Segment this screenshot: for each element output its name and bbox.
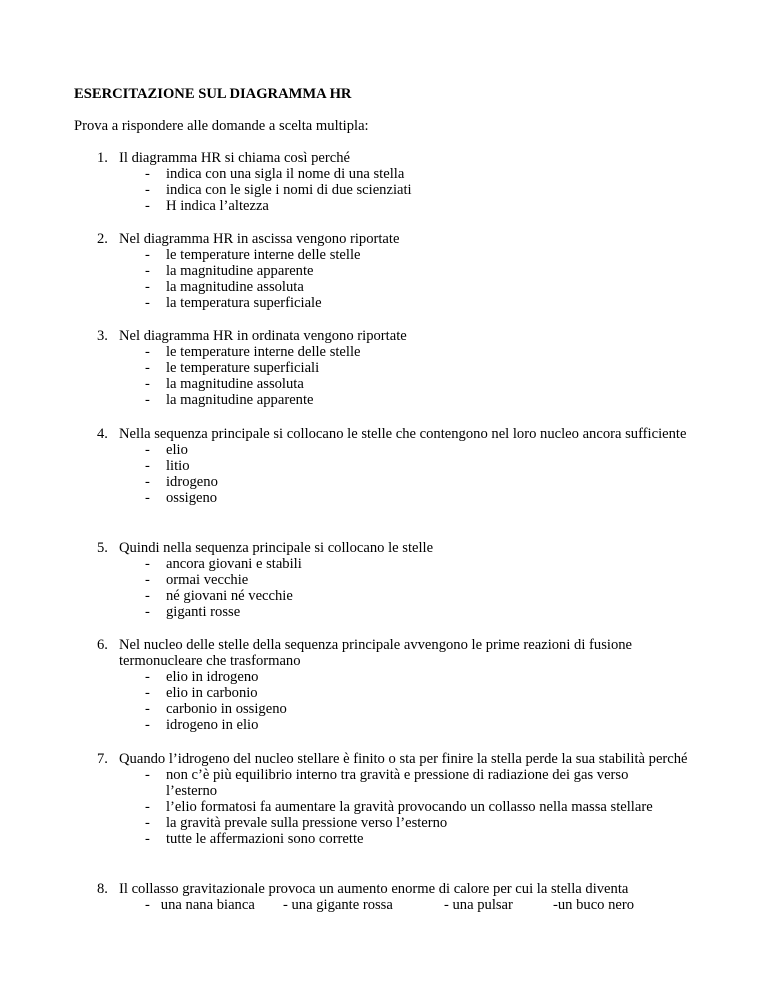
option-item: - indica con le sigle i nomi di due scienziati — [97, 182, 697, 198]
option-text: giganti rosse — [166, 604, 241, 620]
option-text: -un buco nero — [553, 897, 635, 913]
option-text: la magnitudine apparente — [166, 392, 314, 408]
option-item: - la temperatura superficiale — [97, 295, 697, 311]
option-text: H indica l’altezza — [166, 198, 269, 214]
option-text: - una gigante rossa — [283, 897, 393, 913]
question-2 — [97, 231, 697, 311]
option-item: - elio in idrogeno — [97, 669, 697, 685]
option-text: la magnitudine apparente — [166, 263, 314, 279]
option-text: indica con una sigla il nome di una stella — [166, 166, 405, 182]
option-item: - elio in carbonio — [97, 685, 697, 701]
option-text: né giovani né vecchie — [166, 588, 293, 604]
option-item: - ossigeno — [97, 490, 697, 506]
question-7 — [97, 751, 697, 847]
option-item: - ormai vecchie — [97, 572, 697, 588]
option-item: - le temperature interne delle stelle — [97, 344, 697, 360]
question-3 — [97, 328, 697, 408]
option-item: - la magnitudine assoluta — [97, 279, 697, 295]
option-item: - né giovani né vecchie — [97, 588, 697, 604]
intro-text: Prova a rispondere alle domande a scelta multipla: — [74, 118, 369, 134]
option-text: ormai vecchie — [166, 572, 249, 588]
option-text: ossigeno — [166, 490, 218, 506]
option-text: carbonio in ossigeno — [166, 701, 287, 717]
question-number: 1. — [97, 150, 108, 166]
question-number: 2. — [97, 231, 108, 247]
option-text: litio — [166, 458, 190, 474]
option-item: - carbonio in ossigeno — [97, 701, 697, 717]
question-8 — [97, 881, 697, 913]
option-text: la magnitudine assoluta — [166, 279, 304, 295]
option-text: elio — [166, 442, 188, 458]
option-item: - le temperature interne delle stelle — [97, 247, 697, 263]
option-item: - la gravità prevale sulla pressione verso l’esterno — [97, 815, 697, 831]
option-item: - l’elio formatosi fa aumentare la gravità provocando un collasso nella massa stellare — [97, 799, 697, 815]
option-text: idrogeno — [166, 474, 218, 490]
option-text: le temperature superficiali — [166, 360, 320, 376]
question-4 — [97, 426, 697, 506]
document-title: ESERCITAZIONE SUL DIAGRAMMA HR — [74, 86, 352, 102]
question-stem: Il diagramma HR si chiama così perché — [119, 150, 350, 166]
option-text: - una nana bianca — [145, 897, 255, 913]
option-text: indica con le sigle i nomi di due scienziati — [166, 182, 412, 198]
option-text: la temperatura superficiale — [166, 295, 322, 311]
option-text: non c’è più equilibrio interno tra gravità e pressione di radiazione dei gas verso l’esterno — [166, 767, 629, 799]
question-number: 4. — [97, 426, 108, 442]
question-number: 5. — [97, 540, 108, 556]
option-item: - la magnitudine assoluta — [97, 376, 697, 392]
question-5 — [97, 540, 697, 620]
option-text: la gravità prevale sulla pressione verso l’esterno — [166, 815, 448, 831]
option-item: - le temperature superficiali — [97, 360, 697, 376]
option-item: - ancora giovani e stabili — [97, 556, 697, 572]
question-stem: Nel diagramma HR in ordinata vengono riportate — [119, 328, 407, 344]
option-item: - litio — [97, 458, 697, 474]
option-text: le temperature interne delle stelle — [166, 344, 361, 360]
option-text: la magnitudine assoluta — [166, 376, 304, 392]
option-text: elio in carbonio — [166, 685, 258, 701]
option-item: - elio — [97, 442, 697, 458]
option-item: - giganti rosse — [97, 604, 697, 620]
option-text: - una pulsar — [444, 897, 513, 913]
question-stem: Nella sequenza principale si collocano le stelle che contengono nel loro nucleo ancora sufficiente — [119, 426, 687, 442]
question-stem: Il collasso gravitazionale provoca un aumento enorme di calore per cui la stella diventa — [119, 881, 629, 897]
question-number: 3. — [97, 328, 108, 344]
question-stem: Quando l’idrogeno del nucleo stellare è finito o sta per finire la stella perde la sua stabilità perché — [119, 751, 688, 767]
question-1 — [97, 150, 697, 214]
question-number: 8. — [97, 881, 108, 897]
question-6 — [97, 637, 697, 733]
option-text: l’elio formatosi fa aumentare la gravità provocando un collasso nella massa stellare — [166, 799, 653, 815]
question-stem: Nel nucleo delle stelle della sequenza principale avvengono le prime reazioni di fusione termonucleare che trasformano — [119, 637, 633, 669]
option-item: - non c’è più equilibrio interno tra gravità e pressione di radiazione dei gas verso l’esterno — [97, 767, 697, 799]
option-item: - H indica l’altezza — [97, 198, 697, 214]
option-item: - idrogeno in elio — [97, 717, 697, 733]
question-number: 6. — [97, 637, 108, 653]
question-stem: Quindi nella sequenza principale si collocano le stelle — [119, 540, 434, 556]
question-number: 7. — [97, 751, 108, 767]
option-item: - tutte le affermazioni sono corrette — [97, 831, 697, 847]
option-item: - la magnitudine apparente — [97, 392, 697, 408]
option-text: elio in idrogeno — [166, 669, 259, 685]
option-item: - la magnitudine apparente — [97, 263, 697, 279]
option-text: tutte le affermazioni sono corrette — [166, 831, 364, 847]
question-stem: Nel diagramma HR in ascissa vengono riportate — [119, 231, 400, 247]
option-text: ancora giovani e stabili — [166, 556, 302, 572]
option-item: - indica con una sigla il nome di una stella — [97, 166, 697, 182]
option-text: le temperature interne delle stelle — [166, 247, 361, 263]
option-text: idrogeno in elio — [166, 717, 259, 733]
inline-options — [97, 897, 697, 913]
option-item: - idrogeno — [97, 474, 697, 490]
